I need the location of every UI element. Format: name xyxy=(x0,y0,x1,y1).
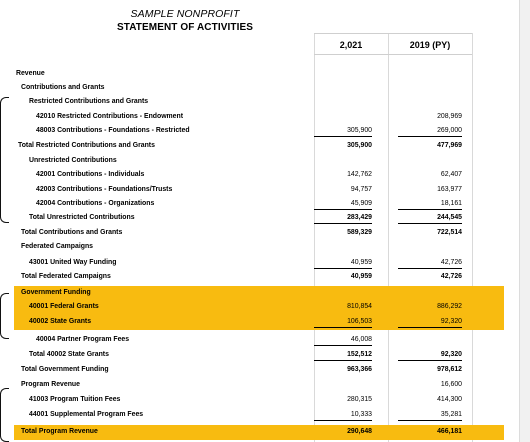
value-current: 305,900 xyxy=(347,142,372,149)
row-48003 xyxy=(14,124,504,138)
row-label: 42001 Contributions - Individuals xyxy=(36,171,145,178)
value-current: 94,757 xyxy=(350,186,372,193)
row-42001 xyxy=(14,168,504,182)
row-40004 xyxy=(14,333,504,347)
row-program-revenue xyxy=(14,378,504,392)
row-label: Total Program Revenue xyxy=(21,428,98,435)
value-current: 10,333 xyxy=(314,409,372,421)
row-label: Total Government Funding xyxy=(21,366,109,373)
value-prior: 16,600 xyxy=(440,381,462,388)
annotation-bracket xyxy=(0,97,9,223)
value-current: 963,366 xyxy=(347,366,372,373)
row-41003 xyxy=(14,393,504,407)
value-prior: 208,969 xyxy=(437,113,462,120)
row-federated-header xyxy=(14,240,504,254)
row-43001 xyxy=(14,256,504,270)
row-42004 xyxy=(14,197,504,211)
value-current: 290,648 xyxy=(347,428,372,435)
value-prior: 42,726 xyxy=(440,273,462,280)
row-total-federated xyxy=(14,270,504,284)
value-prior: 722,514 xyxy=(437,229,462,236)
value-prior: 92,320 xyxy=(398,349,462,361)
row-revenue xyxy=(14,67,504,81)
value-prior: 269,000 xyxy=(398,125,462,137)
header-rule xyxy=(314,33,472,34)
value-current: 810,854 xyxy=(347,303,372,310)
row-label: 44001 Supplemental Program Fees xyxy=(29,411,144,418)
org-name: SAMPLE NONPROFIT xyxy=(130,8,240,20)
value-current: 305,900 xyxy=(314,125,372,137)
value-prior: 35,281 xyxy=(398,409,462,421)
row-total-restricted xyxy=(14,139,504,153)
value-prior: 244,545 xyxy=(398,212,462,224)
row-label: Unrestricted Contributions xyxy=(29,157,117,164)
row-label: Total Unrestricted Contributions xyxy=(29,214,135,221)
row-total-40002 xyxy=(14,348,504,362)
value-prior: 42,726 xyxy=(398,257,462,269)
row-40001 xyxy=(14,300,504,315)
row-unrestricted-header xyxy=(14,154,504,168)
value-prior: 62,407 xyxy=(440,171,462,178)
value-current: 40,959 xyxy=(350,273,372,280)
row-government-header xyxy=(14,286,504,300)
row-label: 40004 Partner Program Fees xyxy=(36,336,130,343)
col-header-current: 2,021 xyxy=(339,40,363,50)
col-header-prior: 2019 (PY) xyxy=(409,40,451,50)
row-label: Restricted Contributions and Grants xyxy=(29,98,149,105)
row-total-contributions xyxy=(14,226,504,240)
header-rule xyxy=(314,54,472,55)
row-44001 xyxy=(14,408,504,422)
value-prior: 886,292 xyxy=(437,303,462,310)
value-current: 106,503 xyxy=(314,316,372,328)
row-label: 41003 Program Tuition Fees xyxy=(29,396,121,403)
row-label: Total Contributions and Grants xyxy=(21,229,123,236)
row-total-program-revenue xyxy=(14,425,504,440)
statement-sheet xyxy=(14,0,504,442)
annotation-bracket xyxy=(0,388,9,442)
row-label: Total Federated Campaigns xyxy=(21,273,111,280)
row-label: 43001 United Way Funding xyxy=(29,259,117,266)
value-prior: 92,320 xyxy=(398,316,462,328)
row-label: 42004 Contributions - Organizations xyxy=(36,200,155,207)
row-label: 40002 State Grants xyxy=(29,318,92,325)
row-label: Contributions and Grants xyxy=(21,84,105,91)
value-prior: 978,612 xyxy=(437,366,462,373)
row-label: Federated Campaigns xyxy=(21,243,93,250)
row-total-unrestricted xyxy=(14,211,504,225)
value-current: 46,008 xyxy=(314,334,372,346)
row-label: Total 40002 State Grants xyxy=(29,351,109,358)
row-restricted-header xyxy=(14,95,504,109)
row-42003 xyxy=(14,183,504,197)
annotation-bracket xyxy=(0,293,9,339)
row-label: Government Funding xyxy=(21,289,91,296)
value-current: 142,762 xyxy=(347,171,372,178)
row-label: 48003 Contributions - Foundations - Restricted xyxy=(36,127,190,134)
value-current: 40,959 xyxy=(314,257,372,269)
row-label: 42003 Contributions - Foundations/Trusts xyxy=(36,186,173,193)
value-prior: 163,977 xyxy=(437,186,462,193)
row-label: Program Revenue xyxy=(21,381,80,388)
value-prior: 18,161 xyxy=(398,198,462,210)
row-contributions-grants xyxy=(14,81,504,95)
row-label: 42010 Restricted Contributions - Endowment xyxy=(36,113,184,120)
row-label: Total Restricted Contributions and Grants xyxy=(18,142,155,149)
value-current: 280,315 xyxy=(347,396,372,403)
value-current: 152,512 xyxy=(314,349,372,361)
statement-title: STATEMENT OF ACTIVITIES xyxy=(116,22,253,33)
value-current: 283,429 xyxy=(314,212,372,224)
row-total-government xyxy=(14,363,504,377)
value-prior: 466,181 xyxy=(437,428,462,435)
row-40002 xyxy=(14,315,504,330)
value-current: 45,909 xyxy=(314,198,372,210)
value-current: 589,329 xyxy=(347,229,372,236)
row-42010 xyxy=(14,110,504,124)
vertical-scrollbar[interactable] xyxy=(519,0,530,442)
row-label: Revenue xyxy=(16,70,45,77)
value-prior: 414,300 xyxy=(437,396,462,403)
value-prior: 477,969 xyxy=(437,142,462,149)
row-label: 40001 Federal Grants xyxy=(29,303,99,310)
